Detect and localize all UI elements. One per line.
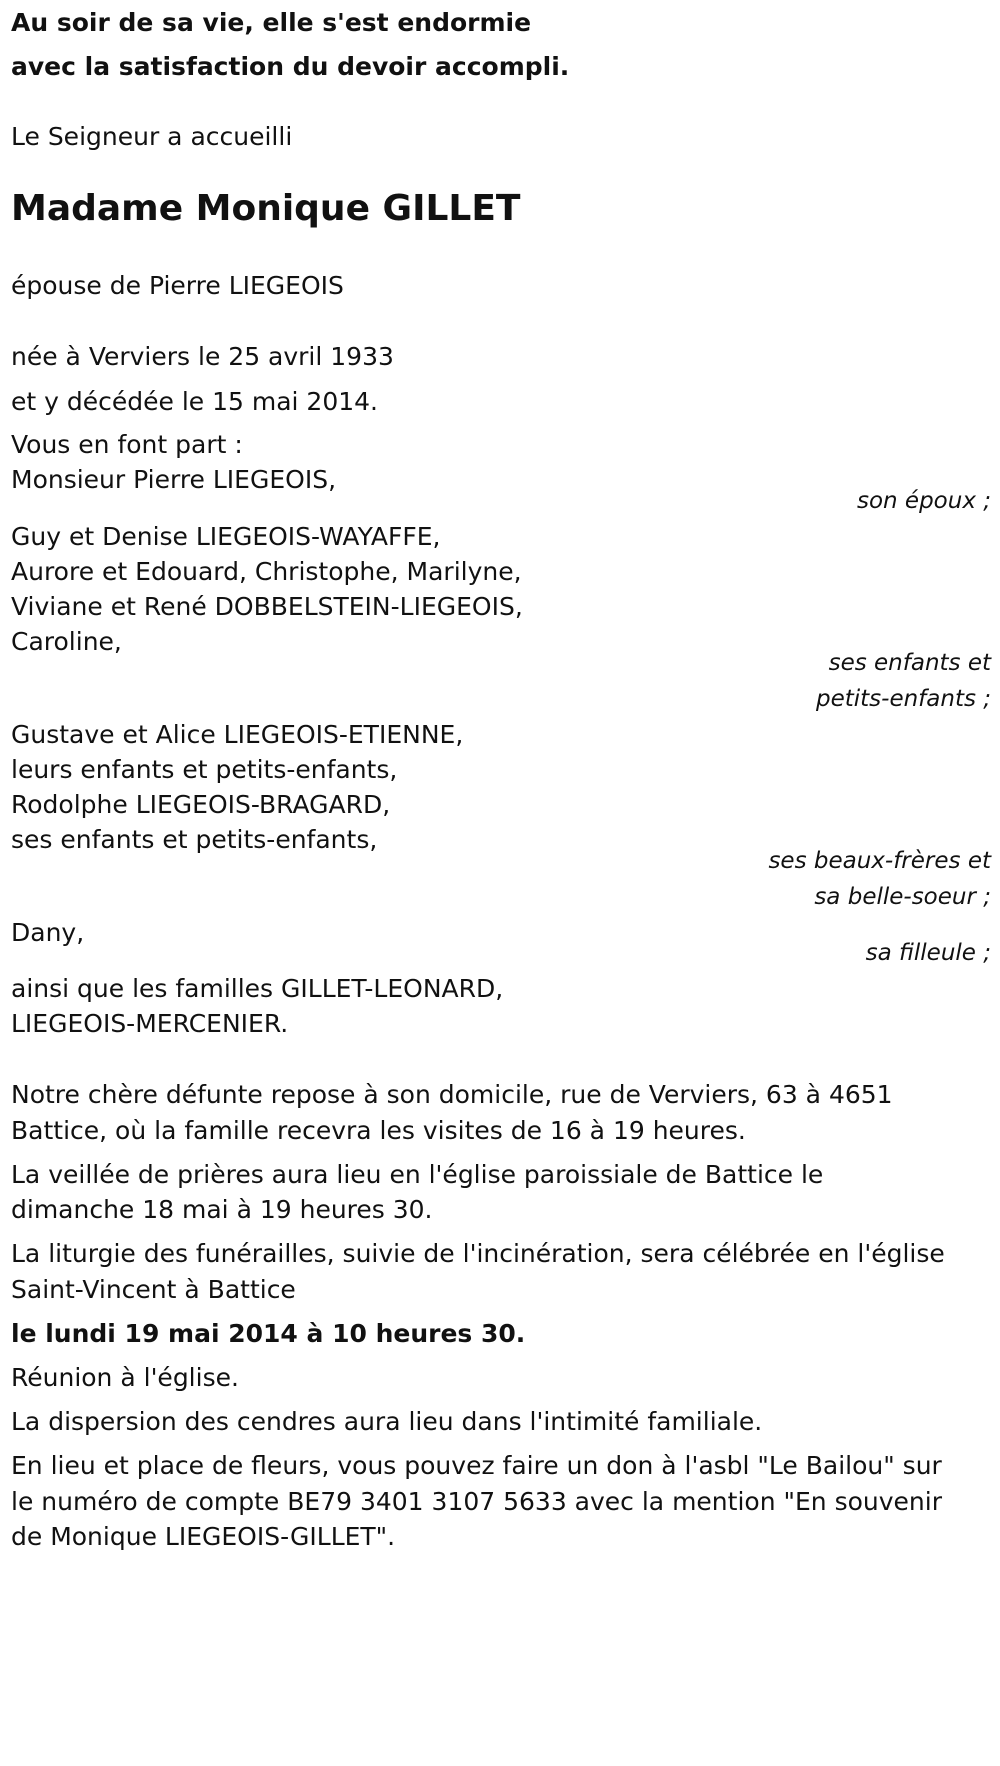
funeral-paragraph-line: La liturgie des funérailles, suivie de l'incinération, sera célébrée en l'église — [11, 1239, 945, 1268]
family-others-line: LIEGEOIS-MERCENIER. — [11, 1009, 289, 1038]
family-inlaws-name: ses enfants et petits-enfants, — [11, 825, 378, 854]
vigil-paragraph-line: dimanche 18 mai à 19 heures 30. — [11, 1195, 433, 1224]
death-text: et y décédée le 15 mai 2014. — [11, 387, 378, 416]
family-children-name: Caroline, — [11, 627, 122, 656]
family-inlaws-relation: ses beaux-frères et — [768, 848, 991, 874]
ashes-text: La dispersion des cendres aura lieu dans l'intimité familiale. — [11, 1407, 763, 1436]
family-children-name: Viviane et René DOBBELSTEIN-LIEGEOIS, — [11, 592, 523, 621]
donation-paragraph-line: le numéro de compte BE79 3401 3107 5633 avec la mention "En souvenir — [11, 1487, 942, 1516]
family-inlaws-relation: sa belle-soeur ; — [814, 884, 991, 910]
family-inlaws-name: Rodolphe LIEGEOIS-BRAGARD, — [11, 790, 391, 819]
family-goddaughter-name: Dany, — [11, 918, 85, 947]
welcome-text: Le Seigneur a accueilli — [11, 122, 293, 151]
family-inlaws-name: Gustave et Alice LIEGEOIS-ETIENNE, — [11, 720, 464, 749]
family-children-name: Aurore et Edouard, Christophe, Marilyne, — [11, 557, 522, 586]
family-inlaws-name: leurs enfants et petits-enfants, — [11, 755, 398, 784]
vigil-paragraph-line: La veillée de prières aura lieu en l'église paroissiale de Battice le — [11, 1160, 824, 1189]
funeral-date: le lundi 19 mai 2014 à 10 heures 30. — [11, 1319, 526, 1348]
funeral-paragraph-line: Saint-Vincent à Battice — [11, 1275, 296, 1304]
family-goddaughter-relation: sa filleule ; — [865, 940, 991, 966]
donation-paragraph-line: de Monique LIEGEOIS-GILLET". — [11, 1522, 396, 1551]
intro-line-2: avec la satisfaction du devoir accompli. — [11, 52, 570, 81]
spouse-text: épouse de Pierre LIEGEOIS — [11, 271, 344, 300]
family-children-name: Guy et Denise LIEGEOIS-WAYAFFE, — [11, 522, 441, 551]
announce-text: Vous en font part : — [11, 430, 243, 459]
family-husband-relation: son époux ; — [856, 488, 991, 514]
family-others-line: ainsi que les familles GILLET-LEONARD, — [11, 974, 504, 1003]
donation-paragraph-line: En lieu et place de fleurs, vous pouvez faire un don à l'asbl "Le Bailou" sur — [11, 1451, 942, 1480]
family-husband-name: Monsieur Pierre LIEGEOIS, — [11, 465, 337, 494]
intro-line-1: Au soir de sa vie, elle s'est endormie — [11, 8, 532, 37]
birth-text: née à Verviers le 25 avril 1933 — [11, 342, 394, 371]
family-children-relation: petits-enfants ; — [815, 686, 991, 712]
family-children-relation: ses enfants et — [828, 650, 991, 676]
deceased-name: Madame Monique GILLET — [11, 188, 521, 229]
meeting-text: Réunion à l'église. — [11, 1363, 239, 1392]
rest-paragraph-line: Notre chère défunte repose à son domicile, rue de Verviers, 63 à 4651 — [11, 1080, 893, 1109]
rest-paragraph-line: Battice, où la famille recevra les visites de 16 à 19 heures. — [11, 1116, 746, 1145]
